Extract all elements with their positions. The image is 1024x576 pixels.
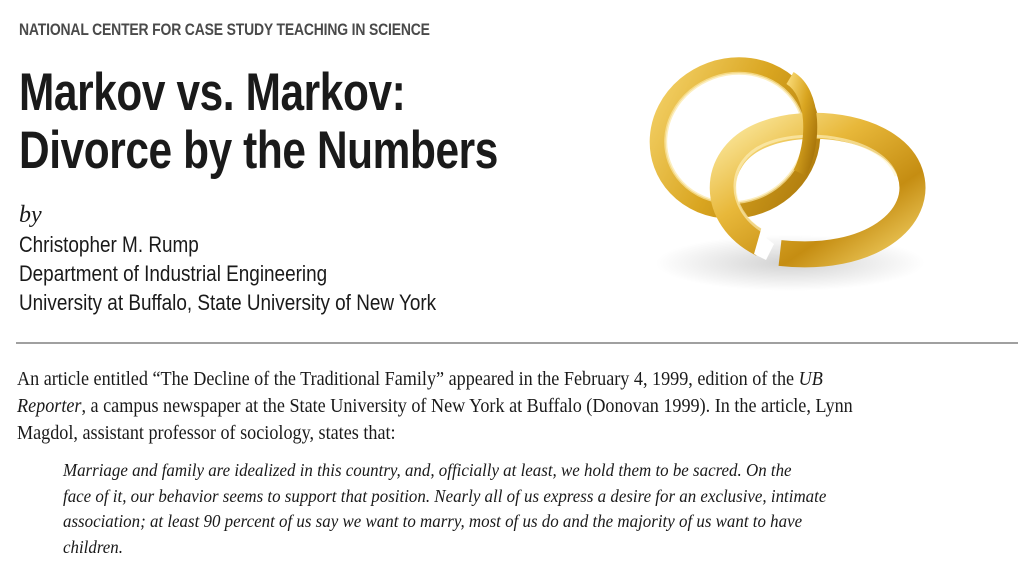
section-divider <box>16 342 1018 344</box>
author-institution: University at Buffalo, State University of New York <box>19 290 437 315</box>
quote-line: face of it, our behavior seems to support that position. Nearly all of us express a desire for an exclusive, intimate <box>63 485 827 506</box>
author-name: Christopher M. Rump <box>19 232 199 257</box>
page-title <box>19 64 498 180</box>
title-line-2: Divorce by the Numbers <box>19 121 498 180</box>
paragraph-line: An article entitled “The Decline of the Traditional Family” appeared in the February 4, 1999, edition of the UB <box>17 369 823 390</box>
wedding-rings-broken-icon <box>640 48 930 298</box>
quote-line: children. <box>63 536 123 557</box>
paragraph-line: Magdol, assistant professor of sociology, states that: <box>17 423 396 444</box>
title-line-1: Markov vs. Markov: <box>19 63 406 122</box>
intro-paragraph <box>17 366 1017 447</box>
organization-name: NATIONAL CENTER FOR CASE STUDY TEACHING IN SCIENCE <box>19 20 430 39</box>
author-block <box>19 230 436 317</box>
quote-line: association; at least 90 percent of us say we want to marry, most of us do and the majority of us want to have <box>63 511 803 531</box>
block-quote <box>63 458 1013 560</box>
paragraph-line: Reporter, a campus newspaper at the State University of New York at Buffalo (Donovan 1999). In the article, Lynn <box>17 396 853 417</box>
byline-label: by <box>19 202 42 228</box>
author-department: Department of Industrial Engineering <box>19 261 328 286</box>
quote-line: Marriage and family are idealized in this country, and, officially at least, we hold them to be sacred. On the <box>63 460 792 480</box>
